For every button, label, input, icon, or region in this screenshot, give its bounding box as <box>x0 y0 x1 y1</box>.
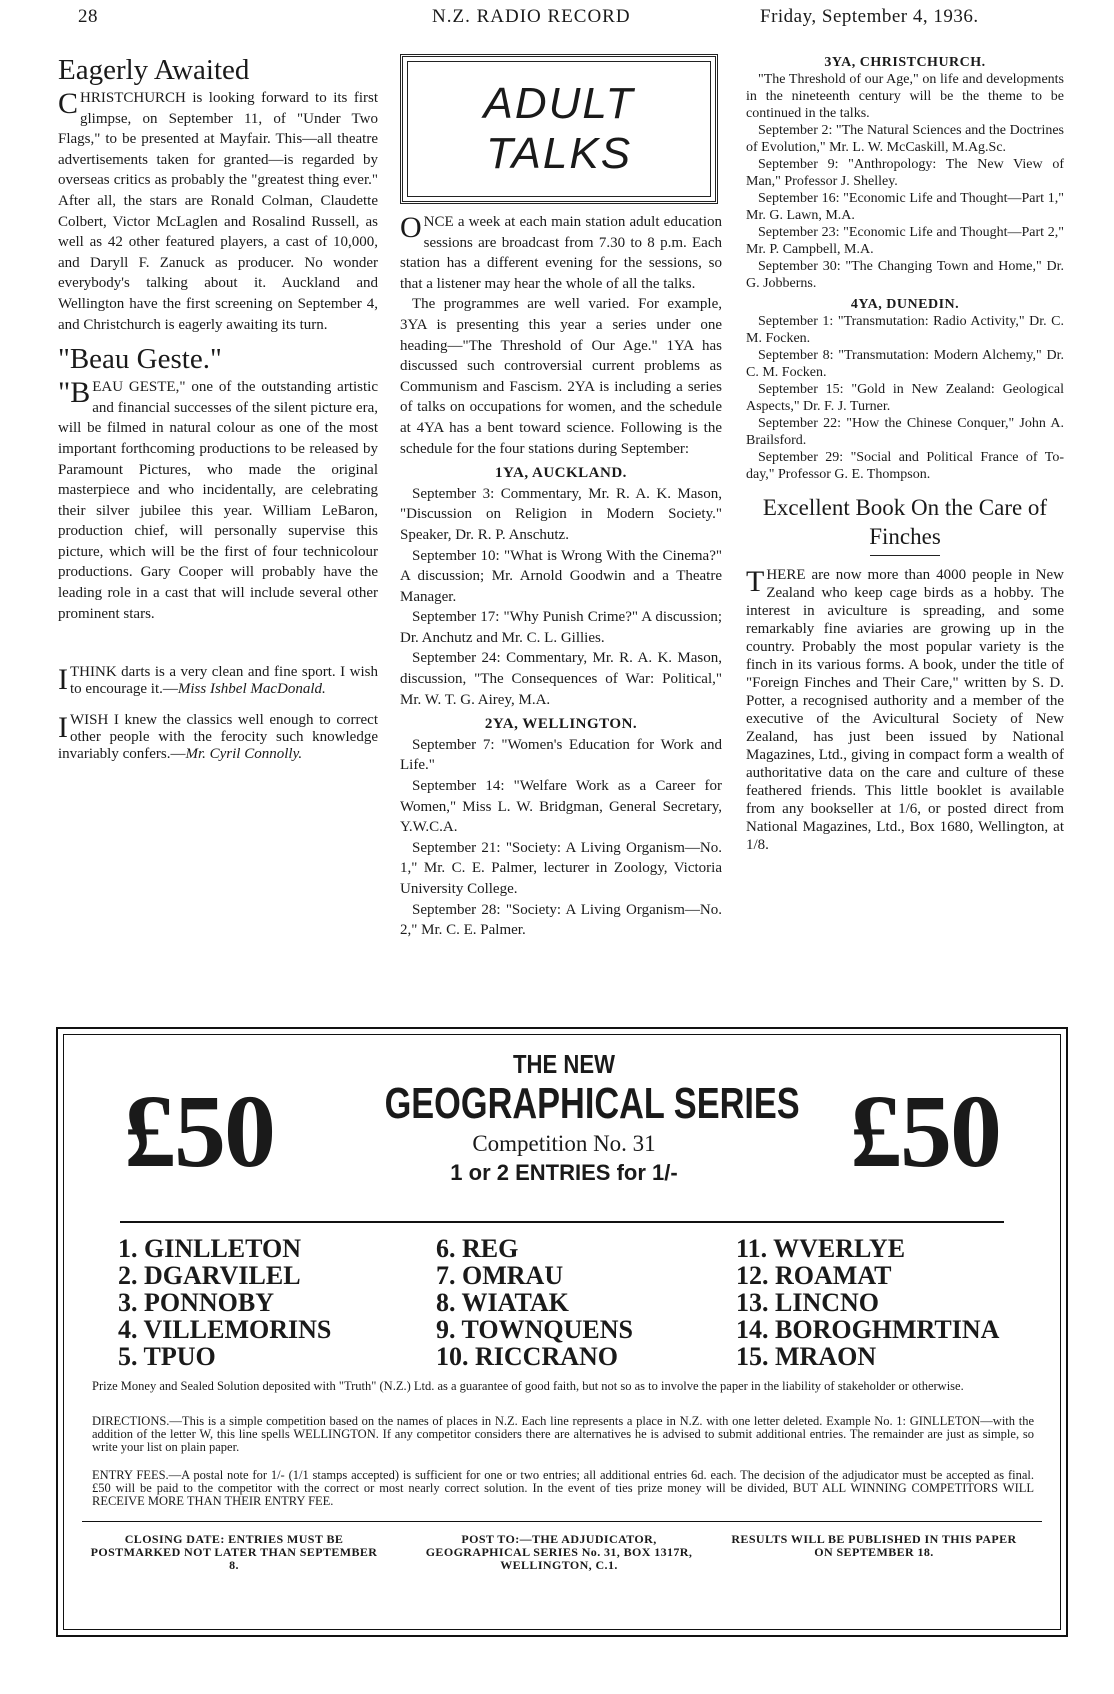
schedule-item: September 7: "Women's Education for Work and Life." <box>400 736 722 774</box>
competition-number: Competition No. 31 <box>472 1131 656 1156</box>
adult-talks-title-box <box>400 54 718 204</box>
eagerly-awaited-heading: Eagerly Awaited <box>58 54 250 86</box>
page-number: 28 <box>78 6 98 27</box>
puzzle-item: 4. VILLEMORINS <box>118 1315 332 1344</box>
puzzle-list-3 <box>736 1235 999 1370</box>
schedule-3ya <box>746 122 1064 292</box>
entries-price: 1 or 2 ENTRIES for 1/- <box>450 1160 678 1185</box>
puzzle-item: 12. ROAMAT <box>736 1261 892 1290</box>
results-note: RESULTS WILL BE PUBLISHED IN THIS PAPER ON SEPTEMBER 18. <box>731 1532 1017 1559</box>
puzzle-list-2 <box>436 1235 633 1370</box>
entry-fees-text: ENTRY FEES.—A postal note for 1/- (1/1 stamps accepted) is sufficient for one or two entries; all additional entries 6d. each. The decision of the adjudicator must be accepted as final. £50 will be paid to the competitor with the correct or most nearly correct solution. In the event of ties prize money will be divided, BUT ALL WINNING COMPETITORS WILL RECEIVE MORE THAN THEIR ENTRY FEE. <box>92 1468 1034 1508</box>
schedule-item: September 14: "Welfare Work as a Career for Women," Miss L. W. Bridgman, General Secretary, Y.W.C.A. <box>400 778 722 836</box>
ad-inner-border <box>63 1034 1061 1630</box>
puzzle-item: 10. RICCRANO <box>436 1342 618 1371</box>
puzzle-item: 2. DGARVILEL <box>118 1261 301 1290</box>
quote-classics <box>58 712 378 763</box>
drop-cap: I <box>58 711 68 745</box>
column-right <box>746 54 1064 854</box>
puzzle-item: 5. TPUO <box>118 1342 216 1371</box>
puzzle-item: 3. PONNOBY <box>118 1288 274 1317</box>
schedule-item: September 8: "Transmutation: Modern Alchemy," Dr. C. M. Focken. <box>746 348 1064 380</box>
schedule-2ya <box>400 735 722 941</box>
drop-cap: C <box>58 87 79 120</box>
puzzle-item: 11. WVERLYE <box>736 1234 906 1263</box>
schedule-item: September 3: Commentary, Mr. R. A. K. Mason, "Discussion on Religion in Modern Society." Speaker, Dr. R. P. Anschutz. <box>400 485 722 543</box>
closing-date: CLOSING DATE: ENTRIES MUST BE POSTMARKED NOT LATER THAN SEPTEMBER 8. <box>90 1532 378 1572</box>
adult-talks-title-line2: TALKS <box>485 129 633 178</box>
quote-darts <box>58 664 378 698</box>
prize-amount-right: £50 <box>850 1074 1000 1189</box>
quote-author: Mr. Cyril Connolly. <box>185 746 303 763</box>
schedule-item: September 28: "Society: A Living Organism—No. 2," Mr. C. E. Palmer. <box>400 901 722 939</box>
puzzle-item: 8. WIATAK <box>436 1288 569 1317</box>
finches-article <box>746 566 1064 854</box>
heading-rule <box>870 555 940 556</box>
schedule-item: September 23: "Economic Life and Thought—Part 2," Mr. P. Campbell, M.A. <box>746 225 1064 257</box>
column-left <box>58 54 378 763</box>
beau-geste-article <box>58 377 378 624</box>
quote-author: Miss Ishbel MacDonald. <box>177 681 326 698</box>
station-heading-3ya: 3YA, CHRISTCHURCH. <box>824 55 986 70</box>
quote-text: THINK darts is a very clean and fine sport. I wish to encourage it.— <box>70 664 378 698</box>
adult-talks-title-line1: ADULT <box>483 79 635 128</box>
schedule-4ya <box>746 313 1064 483</box>
puzzle-item: 6. REG <box>436 1234 519 1263</box>
schedule-item: September 29: "Social and Political France of To-day," Professor G. E. Thompson. <box>746 450 1064 482</box>
ad-divider <box>120 1221 1004 1223</box>
schedule-intro: "The Threshold of our Age," on life and developments in the nineteenth century will be the theme to be continued in the talks. <box>746 72 1064 121</box>
station-heading-2ya: 2YA, WELLINGTON. <box>484 716 638 733</box>
puzzle-list-1 <box>118 1235 331 1370</box>
eagerly-awaited-article <box>58 88 378 335</box>
article-text: EAU GESTE," one of the outstanding artistic and financial successes of the silent picture era, will be filmed in natural colour as one of the most important forthcoming productions to be released by Paramount Pictures, who made the original masterpiece and who incidentally, are celebrating their silver jubilee this year. William LeBaron, production chief, will personally supervise this picture, which will be the first of four technicolour productions. Gary Cooper will probably have the leading role in a cast that will include several other prominent stars. <box>58 379 378 622</box>
drop-cap: O <box>400 211 422 244</box>
beau-geste-heading: "Beau Geste." <box>58 343 222 376</box>
puzzle-item: 1. GINLLETON <box>118 1234 302 1263</box>
drop-cap: I <box>58 663 68 697</box>
puzzle-item: 15. MRAON <box>736 1342 877 1371</box>
schedule-item: September 1: "Transmutation: Radio Activity," Dr. C. M. Focken. <box>746 314 1064 346</box>
puzzle-item: 13. LINCNO <box>736 1288 880 1317</box>
finches-heading: Excellent Book On the Care of Finches <box>762 495 1048 549</box>
schedule-item: September 24: Commentary, Mr. R. A. K. Mason, discussion, "The Consequences of War: Political," Mr. W. T. G. Airey, M.A. <box>400 650 722 708</box>
footer-divider <box>82 1521 1042 1522</box>
masthead: N.Z. RADIO RECORD <box>432 6 631 27</box>
adult-talks-para: The programmes are well varied. For example, 3YA is presenting this year a series under one heading—"The Threshold of Our Age." 1YA has discussed such controversial current problems as Communism and Fascism. 2YA is including a series of talks on occupations for women, and the schedule at 4YA has a bent toward science. Following is the schedule for the four stations during September: <box>400 296 722 457</box>
article-text: HERE are now more than 4000 people in New Zealand who keep cage birds as a hobby. The interest in aviculture is spreading, and some remarkably fine aviaries are growing up in the country. Probably the most popular variety is the finch in its various forms. A book, under the title of "Foreign Finches and Their Care," written by S. D. Potter, a recognised authority and a member of the executive of the Avicultural Society of New Zealand, has just been issued by National Magazines, Ltd., giving in compact form a wealth of authoritative data on the care and culture of these feathered friends. This little booklet is available from any bookseller at 1/6, or posted direct from National Magazines, Ltd., Box 1680, Wellington, at 1/8. <box>746 567 1064 853</box>
puzzle-item: 9. TOWNQUENS <box>436 1315 633 1344</box>
schedule-item: September 10: "What is Wrong With the Cinema?" A discussion; Mr. Arnold Goodwin and a Theatre Manager. <box>400 547 722 605</box>
schedule-item: September 17: "Why Punish Crime?" A discussion; Dr. Anchutz and Mr. C. L. Gillies. <box>400 609 722 646</box>
quote-text: WISH I knew the classics well enough to correct other people with the ferocity such knowledge invariably confers.— <box>58 712 378 763</box>
puzzle-item: 7. OMRAU <box>436 1261 564 1290</box>
prize-money-note: Prize Money and Sealed Solution deposited with "Truth" (N.Z.) Ltd. as a guarantee of good faith, but not so as to involve the paper in the liability of stakeholder or otherwise. <box>92 1379 964 1393</box>
competition-advertisement <box>56 1027 1068 1637</box>
schedule-item: September 9: "Anthropology: The New View of Man," Professor J. Shelley. <box>746 157 1064 189</box>
schedule-item: September 16: "Economic Life and Thought—Part 1," Mr. G. Lawn, M.A. <box>746 191 1064 223</box>
station-heading-4ya: 4YA, DUNEDIN. <box>850 297 960 312</box>
ad-kicker: THE NEW <box>513 1049 615 1079</box>
schedule-item: September 2: "The Natural Sciences and the Doctrines of Evolution," Mr. L. W. McCaskill, M.Ag.Sc. <box>746 123 1064 155</box>
puzzle-item: 14. BOROGHMRTINA <box>736 1315 1000 1344</box>
drop-cap: T <box>746 565 765 598</box>
adult-talks-intro <box>400 212 722 294</box>
schedule-item: September 30: "The Changing Town and Home," Dr. G. Jobberns. <box>746 259 1064 291</box>
page-header <box>0 6 1114 30</box>
article-text: HRISTCHURCH is looking forward to its first glimpse, on September 11, of "Under Two Flags," to be presented at Mayfair. This—all theatre advertisements taken for granted—is regarded by overseas critics as probably the "greatest thing ever." After all, the stars are Ronald Colman, Claudette Colbert, Victor McLaglen and Rosalind Russell, as well as 42 other featured players, a cast of 10,000, and Daryll F. Zanuck as producer. No wonder everybody's talking about it. Auckland and Wellington have the first screening on September 4, and Christchurch is eagerly awaiting its turn. <box>58 90 378 333</box>
schedule-item: September 21: "Society: A Living Organism—No. 1," Mr. C. E. Palmer, lecturer in Zoology, Victoria University College. <box>400 839 722 897</box>
column-middle <box>400 54 722 941</box>
ad-title-block <box>334 1049 800 1187</box>
directions-text: DIRECTIONS.—This is a simple competition based on the names of places in N.Z. Each line represents a place in N.Z. with one letter deleted. Example No. 1: GINLLETON—with the addition of the letter W, this line spells WELLINGTON. If any competitor considers there are alternatives he is advised to submit additional entries. The remainder are just as simple, so write your list on plain paper. <box>92 1414 1034 1454</box>
schedule-1ya <box>400 484 722 711</box>
schedule-item: September 15: "Gold in New Zealand: Geological Aspects," Dr. F. J. Turner. <box>746 382 1064 414</box>
ad-series-title: GEOGRAPHICAL SERIES <box>384 1079 800 1128</box>
drop-cap: "B <box>58 376 91 410</box>
intro-text: NCE a week at each main station adult education sessions are broadcast from 7.30 to 8 p.m. Each station has a different evening for the sessions, so that a listener may hear the whole of all the talks. <box>400 214 722 292</box>
schedule-item: September 22: "How the Chinese Conquer," John A. Brailsford. <box>746 416 1064 448</box>
prize-amount-left: £50 <box>124 1074 274 1189</box>
post-address: POST TO:—THE ADJUDICATOR, GEOGRAPHICAL SERIES No. 31, BOX 1317R, WELLINGTON, C.1. <box>425 1532 693 1572</box>
station-heading-1ya: 1YA, AUCKLAND. <box>495 465 627 482</box>
issue-date: Friday, September 4, 1936. <box>760 6 979 27</box>
